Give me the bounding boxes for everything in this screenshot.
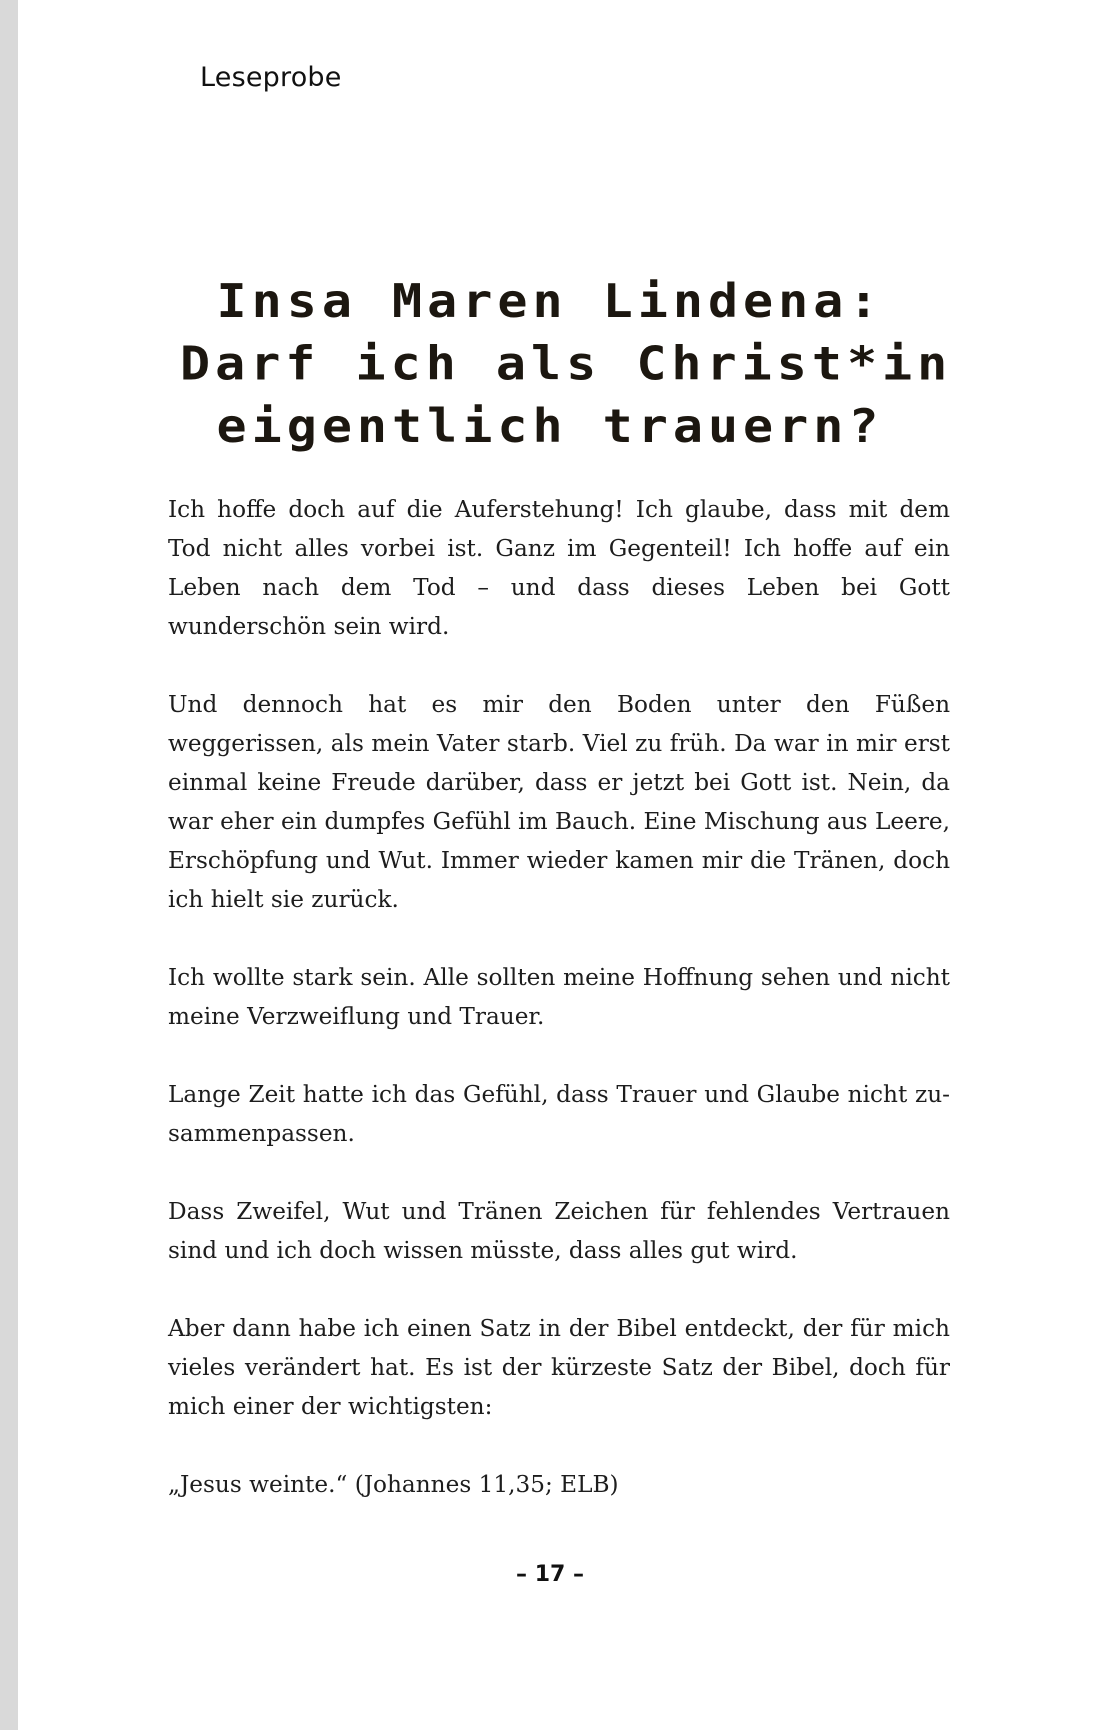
paragraph: Dass Zweifel, Wut und Tränen Zeichen für fehlendes Vertrauen sind und ich doch wissen müsste, dass alles gut wird. xyxy=(168,1198,950,1264)
chapter-title xyxy=(180,270,953,458)
bible-quote: „Jesus weinte.“ (Johannes 11,35; ELB) xyxy=(168,1471,619,1498)
page-label: Leseprobe xyxy=(200,62,342,93)
page-edge-strip xyxy=(0,0,18,1730)
paragraph: Lange Zeit hatte ich das Gefühl, dass Trauer und Glaube nicht zusammenpassen. xyxy=(168,1081,950,1147)
paragraph: Ich hoffe doch auf die Auferstehung! Ich glaube, dass mit dem Tod nicht alles vorbei ist. Ganz im Gegenteil! Ich hoffe auf ein Leben nach dem Tod – und dass dieses Leben bei Gott wunderschön sein wird. xyxy=(168,496,950,640)
chapter-title-line: Insa Maren Lindena: xyxy=(216,274,884,329)
page-number: – 17 – xyxy=(516,1562,584,1587)
chapter-title-line: eigentlich trauern? xyxy=(216,399,884,454)
paragraph: Und dennoch hat es mir den Boden unter den Füßen weggerissen, als mein Vater starb. Viel zu früh. Da war in mir erst einmal keine Freude darüber, dass er jetzt bei Gott ist. Nein, da war eher ein dumpfes Gefühl im Bauch. Eine Mischung aus Leere, Erschöpfung und Wut. Immer wieder kamen mir die Tränen, doch ich hielt sie zurück. xyxy=(168,691,950,913)
paragraph: Ich wollte stark sein. Alle sollten meine Hoffnung sehen und nicht meine Verzweiflung und Trauer. xyxy=(168,964,950,1030)
paragraph: Aber dann habe ich einen Satz in der Bibel entdeckt, der für mich vieles verändert hat. Es ist der kürzeste Satz der Bibel, doch für mich einer der wichtigsten: xyxy=(168,1315,950,1420)
chapter-title-line: Darf ich als Christ*in xyxy=(180,337,953,391)
body-text xyxy=(168,490,950,1543)
